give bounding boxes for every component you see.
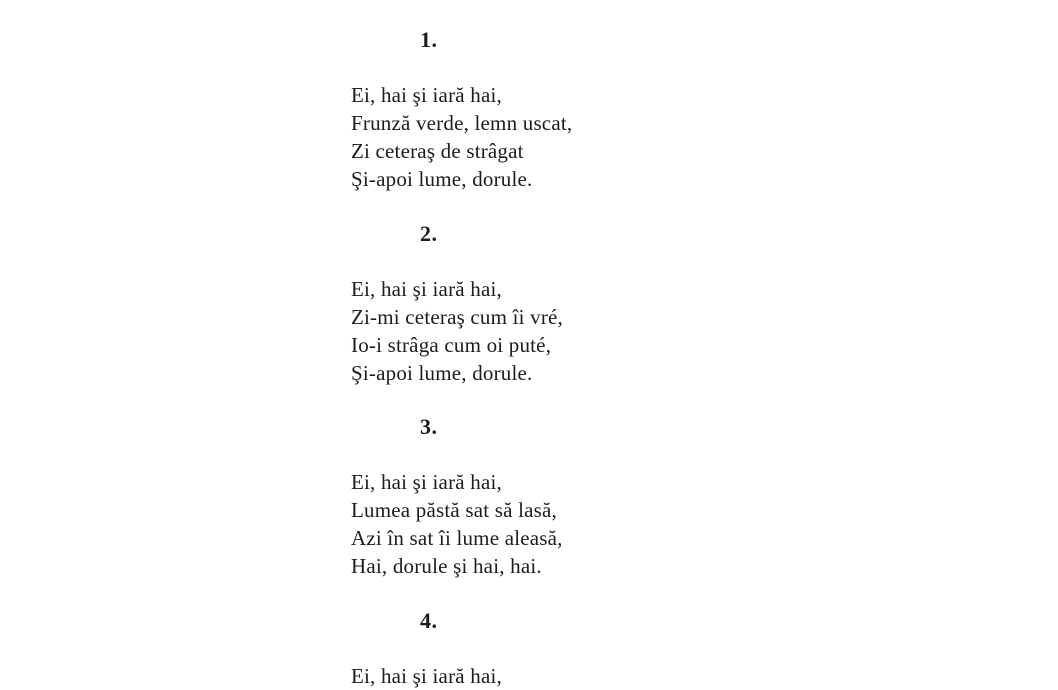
stanza-1 (351, 28, 751, 193)
verse (351, 81, 751, 193)
stanza-number: 3. (420, 414, 438, 439)
verse (351, 275, 751, 387)
verse-line: Şi-apoi lume, dorule. (351, 361, 533, 385)
stanza-4 (351, 609, 751, 690)
verse-line: Ei, hai şi iară hai, (351, 83, 502, 107)
verse-line: Io-i strâga cum oi puté, (351, 333, 552, 357)
verse-line: Ei, hai şi iară hai, (351, 277, 502, 301)
stanza-number: 1. (420, 27, 438, 52)
verse-line: Ei, hai şi iară hai, (351, 470, 502, 494)
verse (351, 468, 751, 580)
verse-line: Hai, dorule şi hai, hai. (351, 554, 542, 578)
stanza-2 (351, 222, 751, 387)
verse-line: Şi-apoi lume, dorule. (351, 167, 533, 191)
stanza-number: 4. (420, 608, 438, 633)
verse-line: Lumea păstă sat să lasă, (351, 498, 557, 522)
stanza-3 (351, 415, 751, 580)
stanza-number: 2. (420, 221, 438, 246)
verse-line: Azi în sat îi lume aleasă, (351, 526, 563, 550)
verse-line: Ei, hai şi iară hai, (351, 664, 502, 688)
verse-line: Zi ceteraş de strâgat (351, 139, 524, 163)
verse-line: Zi-mi ceteraş cum îi vré, (351, 305, 563, 329)
verse (351, 662, 751, 690)
verse-line: Frunză verde, lemn uscat, (351, 111, 573, 135)
